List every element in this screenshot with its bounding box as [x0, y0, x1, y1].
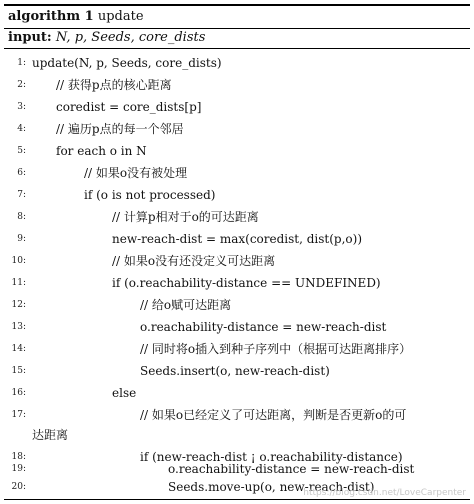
line-number: 9: — [17, 234, 26, 244]
input-line — [8, 29, 205, 47]
line-number: 13: — [11, 322, 26, 332]
code-comment: // 计算p相对于o的可达距离 — [112, 210, 259, 224]
line-number: 3: — [17, 102, 26, 112]
line-number: 8: — [17, 212, 26, 222]
code-comment: // 如果o没有被处理 — [84, 166, 188, 180]
code-line-16 — [4, 382, 470, 404]
code-text: update(N, p, Seeds, core_dists) — [32, 56, 222, 70]
code-line-9 — [4, 228, 470, 250]
input-label: input: — [8, 30, 52, 45]
line-number: 15: — [11, 366, 26, 376]
line-number: 17: — [11, 410, 26, 420]
code-line-11 — [4, 272, 470, 294]
line-number: 20: — [11, 482, 26, 492]
line-number: 18: — [11, 452, 26, 462]
bottom-rule — [4, 499, 470, 501]
line-number: 11: — [11, 278, 26, 288]
input-rule — [4, 48, 470, 49]
code-text: new-reach-dist = max(coredist, dist(p,o)) — [112, 232, 362, 246]
code-line-15 — [4, 360, 470, 382]
code-text: coredist = core_dists[p] — [56, 100, 202, 114]
line-number: 12: — [11, 300, 26, 310]
code-text: if (new-reach-dist ¡ o.reachability-distance) — [140, 450, 403, 464]
code-text: Seeds.move-up(o, new-reach-dist) — [168, 480, 375, 494]
code-line-3 — [4, 96, 470, 118]
line-number: 16: — [11, 388, 26, 398]
code-comment-continued: 达距离 — [32, 428, 69, 442]
code-line-6 — [4, 162, 470, 184]
watermark: https://blog.csdn.net/LoveCarpenter — [303, 488, 466, 498]
code-comment: // 如果o没有还没定义可达距离 — [112, 254, 276, 268]
line-number: 10: — [11, 256, 26, 266]
line-number: 2: — [17, 80, 26, 90]
code-text: o.reachability-distance = new-reach-dist — [140, 320, 387, 334]
line-number: 5: — [17, 146, 26, 156]
line-number: 7: — [17, 190, 26, 200]
code-line-4 — [4, 118, 470, 140]
code-line-12 — [4, 294, 470, 316]
line-number: 19: — [11, 464, 26, 474]
top-rule — [4, 4, 470, 6]
input-args: N, p, Seeds, core_dists — [55, 30, 206, 45]
code-line-7 — [4, 184, 470, 206]
code-line-8 — [4, 206, 470, 228]
line-number: 6: — [17, 168, 26, 178]
code-comment: // 如果o已经定义了可达距离，判断是否更新o的可 — [140, 408, 407, 422]
line-number: 14: — [11, 344, 26, 354]
code-line-17-continued — [4, 424, 470, 446]
code-comment: // 遍历p点的每一个邻居 — [56, 122, 184, 136]
code-comment: // 给o赋可达距离 — [140, 298, 232, 312]
code-text: for each o in N — [56, 144, 147, 158]
algorithm-block — [4, 4, 470, 500]
code-line-13 — [4, 316, 470, 338]
algorithm-header — [8, 8, 144, 26]
code-line-1 — [4, 52, 470, 74]
code-line-10 — [4, 250, 470, 272]
code-line-5 — [4, 140, 470, 162]
algorithm-name: update — [97, 9, 144, 24]
code-text: if (o.reachability-distance == UNDEFINED) — [112, 276, 381, 290]
code-comment: // 获得p点的核心距离 — [56, 78, 172, 92]
code-text: else — [112, 386, 137, 400]
code-comment: // 同时将o插入到种子序列中（根据可达距离排序） — [140, 342, 412, 356]
algorithm-keyword: algorithm 1 — [8, 9, 94, 24]
code-text: Seeds.insert(o, new-reach-dist) — [140, 364, 330, 378]
code-text: if (o is not processed) — [84, 188, 216, 202]
code-line-17 — [4, 404, 470, 426]
code-line-2 — [4, 74, 470, 96]
line-number: 1: — [17, 58, 26, 68]
line-number: 4: — [17, 124, 26, 134]
code-line-14 — [4, 338, 470, 360]
code-text: o.reachability-distance = new-reach-dist — [168, 462, 415, 476]
